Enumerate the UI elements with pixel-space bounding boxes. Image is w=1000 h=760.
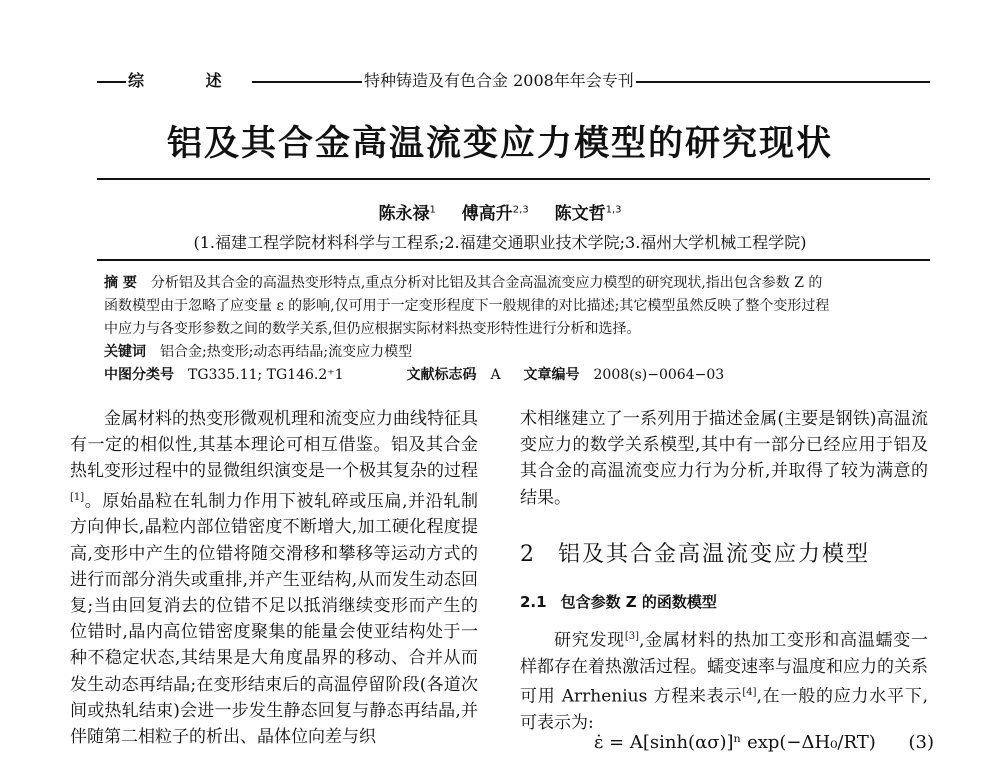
abstract [104,272,904,387]
author-1: 陈永禄$^1$ [378,204,436,224]
affiliation-rule [97,259,930,261]
author-3: 陈文哲$^{1,3}$ [554,204,622,224]
author-2: 傅高升$^{2,3}$ [461,204,529,224]
right-column-top [520,406,928,511]
keywords-text: 铝合金;热变形;动态再结晶;流变应力模型 [160,344,413,360]
equation-body: ε̇ = A[sinh(ασ)]ⁿ exp(−ΔH₀/RT) [594,732,876,753]
citation-1: [1] [70,491,85,503]
keywords [104,341,904,364]
title-rule [97,178,930,180]
equation-3 [594,732,934,753]
article-no-value: 2008(s)−0064−03 [593,367,725,383]
doc-code-value: A [490,367,501,383]
section-2-heading: 2 铝及其合金高温流变应力模型 [520,542,871,567]
header-section-label: 综 述 [128,71,250,90]
abstract-label: 摘 要 [104,275,137,291]
subsection-2-1-heading: 2.1 包含参数 Z 的函数模型 [520,593,717,611]
right-paragraph: 研究发现[3],金属材料的热加工变形和高温蠕变一样都存在着热激活过程。蠕变速率与温度和应力的关系可用 Arrhenius 方程来表示[4],在一般的应力水平下,可表示为: [520,630,929,733]
left-column [70,406,478,750]
affiliations: (1.福建工程学院材料科学与工程系;2.福建交通职业技术学院;3.福州大学机械工程学院) [193,233,807,252]
author-list [0,199,1000,224]
clc-label: 中图分类号 [104,367,174,383]
doc-code-label: 文献标志码 [406,367,477,383]
abstract-line-2: 函数模型由于忽略了应变量 ε 的影响,仅可用于一定变形程度下一般规律的对比描述;其它模型虽然反映了整个变形过程 [104,298,830,314]
paper-title: 铝及其合金高温流变应力模型的研究现状 [166,124,833,164]
classification-line [104,364,904,387]
abstract-line-3: 中应力与各变形参数之间的数学关系,但仍应根据实际材料热变形特性进行分析和选择。 [104,321,641,337]
clc-value: TG335.11; TG146.2⁺1 [188,367,344,383]
citation-3: [3] [624,631,640,642]
article-no-label: 文章编号 [523,367,580,383]
abstract-line-1: 摘 要 分析铝及其合金的高温热变形特点,重点分析对比铝及其合金高温流变应力模型的研究现状,指出包含参数 Z 的 [104,275,823,291]
keywords-label: 关键词 [104,344,146,360]
citation-4: [4] [742,687,757,699]
header-journal-name: 特种铸造及有色合金 2008年年会专刊 [364,71,634,90]
right-paragraph-continued: 术相继建立了一系列用于描述金属(主要是钢铁)高温流变应力的数学关系模型,其中有一部分已经应用于铝及其合金的高温流变应力行为分析,并取得了较为满意的结果。 [520,409,928,508]
left-paragraph: 金属材料的热变形微观机理和流变应力曲线特征具有一定的相似性,其基本理论可相互借鉴。铝及其合金热轧变形过程中的显微组织演变是一个极其复杂的过程[1]。原始晶粒在轧制力作用下被轧碎或压扁,并沿轧制方向伸长,晶粒内部位错密度不断增大,加工硬化程度提高,变形中产生的位错将随交滑移和攀移等运动方式的进行而部分消失或重排,并产生亚结构,从而发生动态回复;当由回复消去的位错不足以抵消继续变形而产生的位错时,晶内高位错密度聚集的能量会使亚结构处于一种不稳定状态,其结果是大角度晶界的移动、合并从而发生动态再结晶;在变形结束后的高温停留阶段(各道次间或热轧结束)会进一步发生静态回复与静态再结晶,并伴随第二相粒子的析出、晶体位向差与织 [70,409,478,748]
right-column-body [520,624,928,736]
equation-number: (3) [908,732,934,753]
